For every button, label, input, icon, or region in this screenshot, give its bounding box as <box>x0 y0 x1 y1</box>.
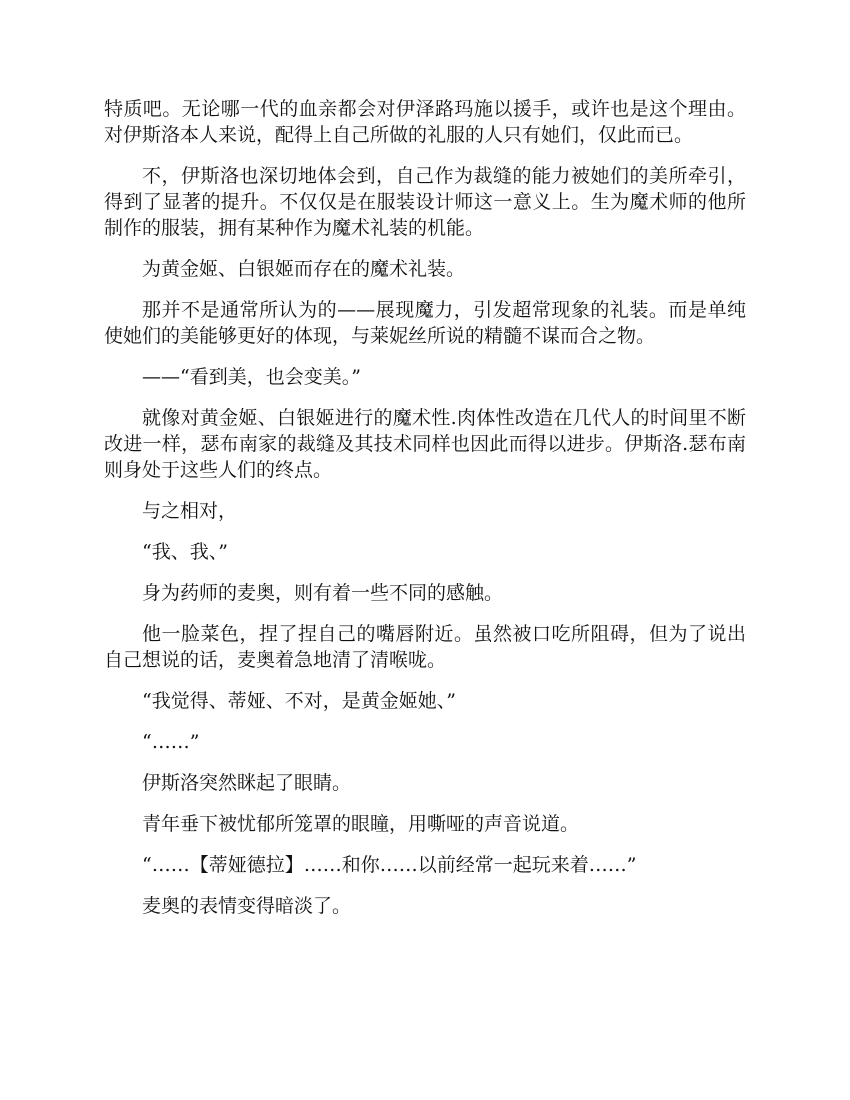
paragraph: ——“看到美，也会变美。” <box>142 366 361 388</box>
paragraph: “我觉得、蒂娅、不对，是黄金姬她、” <box>142 690 456 712</box>
paragraph: 与之相对， <box>142 500 238 522</box>
paragraph: 特质吧。无论哪一代的血亲都会对伊泽路玛施以援手，或许也是这个理由。对伊斯洛本人来说，配得上自己所做的礼服的人只有她们，仅此而已。 <box>104 98 746 146</box>
paragraph: 他一脸菜色，捏了捏自己的嘴唇附近。虽然被口吃所阻碍，但为了说出自己想说的话，麦奥着急地清了清喉咙。 <box>104 623 746 671</box>
paragraph: 伊斯洛突然眯起了眼睛。 <box>142 772 352 794</box>
paragraph: 青年垂下被忧郁所笼罩的眼瞳，用嘶哑的声音说道。 <box>142 813 580 835</box>
paragraph: “我、我、” <box>142 541 228 563</box>
paragraph: 麦奥的表情变得暗淡了。 <box>142 895 352 917</box>
paragraph: 为黄金姬、白银姬而存在的魔术礼装。 <box>142 258 466 280</box>
paragraph: “……【蒂娅德拉】……和你……以前经常一起玩来着……” <box>142 854 637 876</box>
paragraph: 身为药师的麦奥，则有着一些不同的感触。 <box>142 582 504 604</box>
paragraph: 就像对黄金姬、白银姬进行的魔术性.肉体性改造在几代人的时间里不断改进一样，瑟布南家的裁缝及其技术同样也因此而得以进步。伊斯洛.瑟布南则身处于这些人们的终点。 <box>104 407 746 481</box>
paragraph: 不，伊斯洛也深切地体会到，自己作为裁缝的能力被她们的美所牵引，得到了显著的提升。不仅仅是在服装设计师这一意义上。生为魔术师的他所制作的服装，拥有某种作为魔术礼装的机能。 <box>104 165 746 239</box>
paragraph: “……” <box>142 731 200 753</box>
paragraph: 那并不是通常所认为的——展现魔力，引发超常现象的礼装。而是单纯使她们的美能够更好的体现，与莱妮丝所说的精髓不谋而合之物。 <box>104 299 746 347</box>
document-body <box>104 96 746 919</box>
